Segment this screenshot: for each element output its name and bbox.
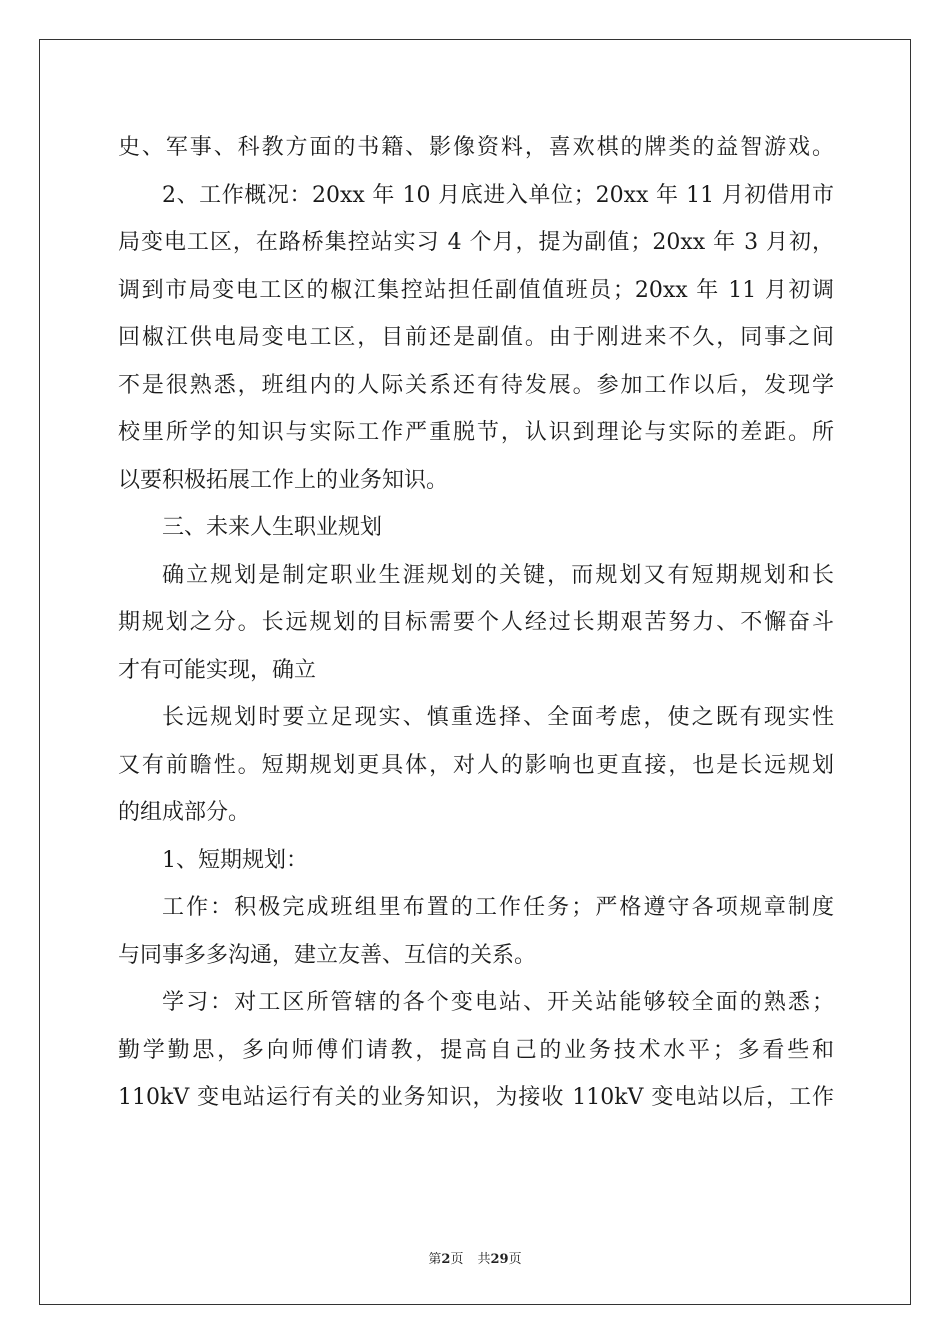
text-line: 不是很熟悉，班组内的人际关系还有待发展。参加工作以后，发现学 [118,372,834,398]
text-line: 学习：对工区所管辖的各个变电站、开关站能够较全面的熟悉； [162,990,834,1015]
text-line: 又有前瞻性。短期规划更具体，对人的影响也更直接，也是长远规划 [118,752,834,778]
text-line: 以要积极拓展工作上的业务知识。 [118,467,449,493]
page-prefix: 第 [428,1252,442,1267]
text-line: 期规划之分。长远规划的目标需要个人经过长期艰苦努力、不懈奋斗 [118,610,834,635]
text-line: 校里所学的知识与实际工作严重脱节，认识到理论与实际的差距。所 [118,420,834,445]
text-line: 2、工作概况：20xx 年 10 月底进入单位；20xx 年 11 月初借用市 [162,182,834,208]
total-suffix: 页 [508,1252,522,1267]
text-line: 长远规划时要立足现实、慎重选择、全面考虑，使之既有现实性 [162,705,834,730]
section-heading: 三、未来人生职业规划 [162,515,383,540]
text-line: 史、军事、科教方面的书籍、影像资料，喜欢棋的牌类的益智游戏。 [118,135,834,160]
text-line: 调到市局变电工区的椒江集控站担任副值值班员；20xx 年 11 月初调 [118,277,834,303]
text-line: 回椒江供电局变电工区，目前还是副值。由于刚进来不久，同事之间 [118,325,834,350]
text-line: 确立规划是制定职业生涯规划的关键，而规划又有短期规划和长 [162,562,834,588]
subsection-heading: 1、短期规划： [162,847,308,873]
text-line: 才有可能实现，确立 [118,657,317,683]
page-footer [0,1248,950,1267]
text-line: 工作：积极完成班组里布置的工作任务；严格遵守各项规章制度 [162,895,834,920]
text-line: 勤学勤思，多向师傅们请教，提高自己的业务技术水平；多看些和 [118,1037,834,1063]
text-line: 的组成部分。 [118,800,251,825]
total-pages: 29 [490,1252,509,1267]
text-line: 局变电工区，在路桥集控站实习 4 个月，提为副值；20xx 年 3 月初， [118,230,834,255]
text-line: 与同事多多沟通，建立友善、互信的关系。 [118,942,537,968]
total-prefix: 共 [477,1252,491,1267]
page-number: 2 [441,1252,451,1267]
page-suffix: 页 [450,1252,464,1267]
document-body [118,124,834,1122]
text-line: 110kV 变电站运行有关的业务知识，为接收 110kV 变电站以后，工作 [118,1085,834,1110]
